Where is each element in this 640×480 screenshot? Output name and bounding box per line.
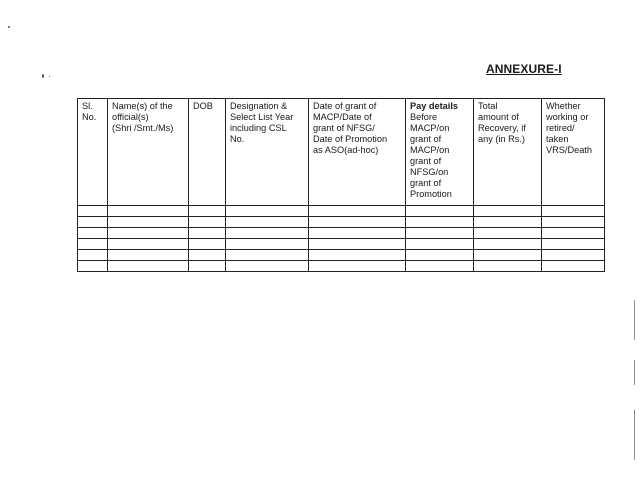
table-cell <box>78 261 108 272</box>
table-cell <box>406 261 474 272</box>
table-row <box>78 206 605 217</box>
column-header-pay-details: Pay details Before MACP/on grant of MACP/on grant of NFSG/on grant of Promotion <box>406 99 474 206</box>
table-cell <box>542 228 605 239</box>
table-cell <box>189 261 226 272</box>
table-row <box>78 217 605 228</box>
table-cell <box>309 217 406 228</box>
table-cell <box>189 217 226 228</box>
table-cell <box>406 228 474 239</box>
column-header-name: Name(s) of the official(s) (Shri /Smt./Ms) <box>108 99 189 206</box>
table-row <box>78 228 605 239</box>
table-cell <box>226 228 309 239</box>
scan-speck <box>42 74 44 78</box>
table-cell <box>189 228 226 239</box>
table-cell <box>542 261 605 272</box>
table-cell <box>108 250 189 261</box>
table-cell <box>474 228 542 239</box>
annexure-table <box>77 98 605 272</box>
scan-edge-mark <box>634 360 635 385</box>
table-cell <box>474 217 542 228</box>
table-cell <box>309 250 406 261</box>
table-cell <box>309 239 406 250</box>
table-row <box>78 239 605 250</box>
table-cell <box>226 239 309 250</box>
table-cell <box>78 228 108 239</box>
table-cell <box>108 228 189 239</box>
column-header-status: Whether working or retired/ taken VRS/Death <box>542 99 605 206</box>
column-header-date-of-grant: Date of grant of MACP/Date of grant of NFSG/ Date of Promotion as ASO(ad-hoc) <box>309 99 406 206</box>
scan-speck <box>49 76 50 77</box>
table-row <box>78 250 605 261</box>
annexure-title: ANNEXURE-I <box>486 62 562 76</box>
table-cell <box>108 217 189 228</box>
table-cell <box>108 261 189 272</box>
table-cell <box>226 261 309 272</box>
table-cell <box>542 250 605 261</box>
scan-edge-mark <box>634 410 635 460</box>
table-cell <box>189 250 226 261</box>
table-cell <box>406 250 474 261</box>
table-cell <box>309 206 406 217</box>
table-cell <box>108 206 189 217</box>
table-cell <box>226 250 309 261</box>
table-row <box>78 261 605 272</box>
table-body <box>78 206 605 272</box>
table-cell <box>474 250 542 261</box>
column-header-sl-no: Sl. No. <box>78 99 108 206</box>
column-header-designation: Designation & Select List Year including CSL No. <box>226 99 309 206</box>
table-cell <box>108 239 189 250</box>
header-row <box>78 99 605 206</box>
table-cell <box>78 250 108 261</box>
table-cell <box>474 261 542 272</box>
table-cell <box>309 228 406 239</box>
table-cell <box>78 239 108 250</box>
table-cell <box>189 239 226 250</box>
table-cell <box>542 206 605 217</box>
table-cell <box>309 261 406 272</box>
table-cell <box>406 206 474 217</box>
table-cell <box>542 217 605 228</box>
table-cell <box>78 206 108 217</box>
table-cell <box>226 217 309 228</box>
column-header-recovery: Total amount of Recovery, if any (in Rs.) <box>474 99 542 206</box>
table-cell <box>474 239 542 250</box>
table-cell <box>226 206 309 217</box>
table-cell <box>406 239 474 250</box>
scan-speck <box>8 26 10 28</box>
table-cell <box>78 217 108 228</box>
table-cell <box>542 239 605 250</box>
table-cell <box>406 217 474 228</box>
table-cell <box>474 206 542 217</box>
scan-edge-mark <box>634 300 635 340</box>
table-cell <box>189 206 226 217</box>
column-header-dob: DOB <box>189 99 226 206</box>
